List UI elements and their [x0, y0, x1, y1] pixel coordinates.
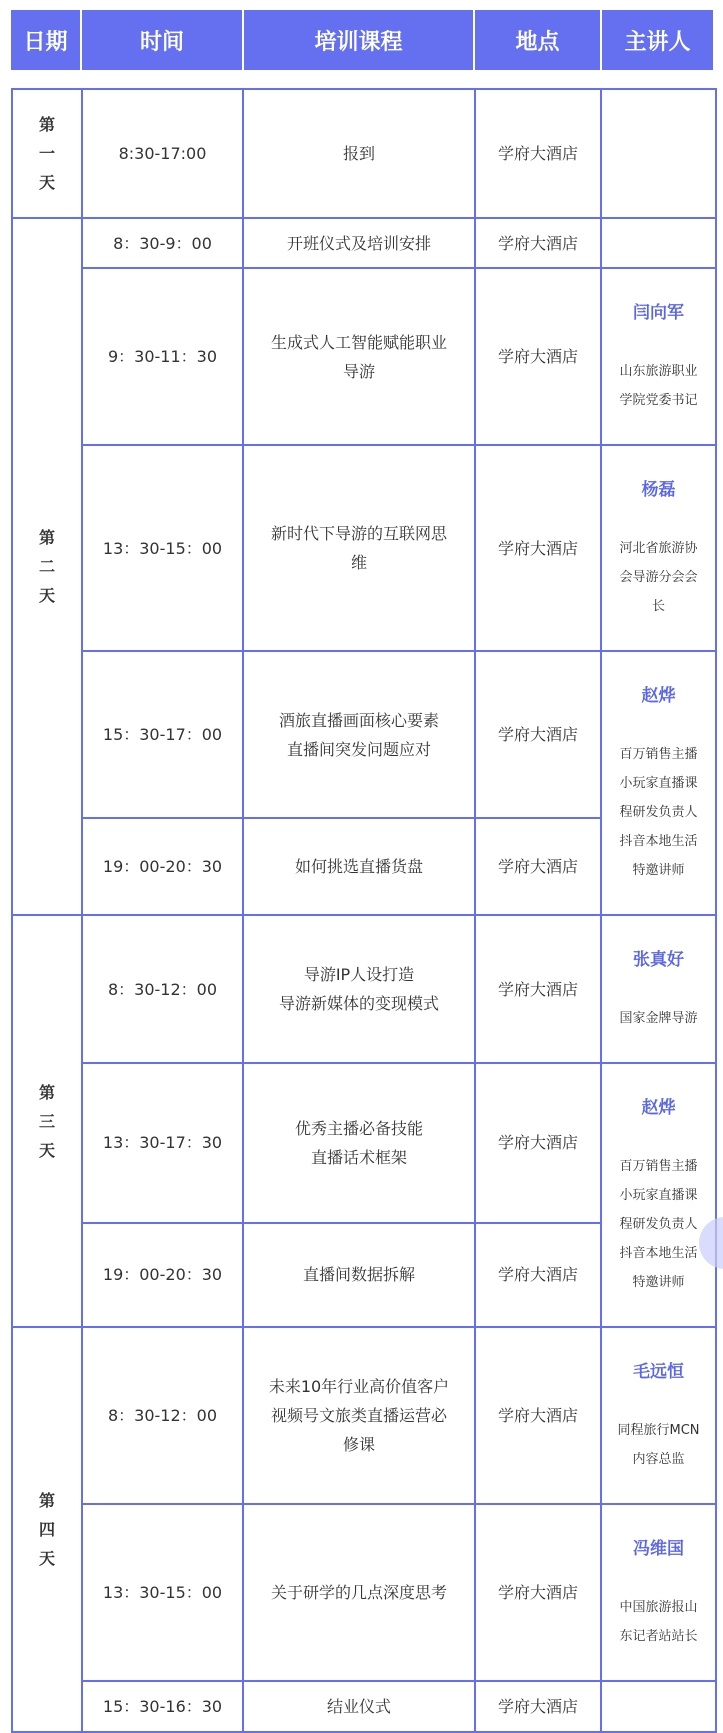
time-cell: 13：30-15：00 [82, 445, 243, 651]
header-time: 时间 [82, 10, 242, 70]
table-row [12, 89, 716, 218]
speaker-cell [601, 1063, 716, 1327]
time-cell: 19：00-20：30 [82, 1223, 243, 1327]
location-cell: 学府大酒店 [475, 1504, 601, 1681]
location-cell: 学府大酒店 [475, 651, 601, 818]
location-cell: 学府大酒店 [475, 89, 601, 218]
time-cell: 8：30-9：00 [82, 218, 243, 268]
table-row [12, 1681, 716, 1732]
speaker-title: 中国旅游报山 东记者站站长 [619, 1600, 698, 1644]
speaker-cell-empty [601, 218, 716, 268]
course-cell: 直播间数据拆解 [243, 1223, 475, 1327]
speaker-cell [601, 1327, 716, 1504]
speaker-name: 闫向军 [633, 303, 684, 323]
speaker-cell-empty [601, 1681, 716, 1732]
speaker-name: 冯维国 [633, 1539, 684, 1559]
table-row [12, 915, 716, 1063]
table-row [12, 445, 716, 651]
speaker-name: 赵烨 [641, 686, 676, 706]
speaker-title: 河北省旅游协 会导游分会会 长 [619, 541, 698, 614]
speaker-title: 百万销售主播 小玩家直播课 程研发负责人 抖音本地生活 特邀讲师 [619, 747, 698, 878]
time-cell: 8:30-17:00 [82, 89, 243, 218]
time-cell: 15：30-16：30 [82, 1681, 243, 1732]
table-row [12, 218, 716, 268]
schedule-table [11, 88, 717, 1733]
speaker-title: 国家金牌导游 [619, 1011, 698, 1026]
location-cell: 学府大酒店 [475, 1223, 601, 1327]
location-cell: 学府大酒店 [475, 268, 601, 445]
header-date: 日期 [11, 10, 80, 70]
speaker-name: 毛远恒 [633, 1362, 684, 1382]
time-cell: 8：30-12：00 [82, 915, 243, 1063]
speaker-name: 杨磊 [641, 480, 676, 500]
speaker-cell [601, 915, 716, 1063]
table-row [12, 1063, 716, 1223]
location-cell: 学府大酒店 [475, 1681, 601, 1732]
table-row [12, 268, 716, 445]
course-cell: 如何挑选直播货盘 [243, 818, 475, 915]
time-cell: 8：30-12：00 [82, 1327, 243, 1504]
day-label-4: 第 四 天 [12, 1327, 82, 1732]
speaker-cell [601, 268, 716, 445]
speaker-title: 同程旅行MCN 内容总监 [617, 1423, 700, 1467]
course-cell: 生成式人工智能赋能职业 导游 [243, 268, 475, 445]
speaker-cell [601, 1504, 716, 1681]
header-location: 地点 [475, 10, 600, 70]
day-label-3: 第 三 天 [12, 915, 82, 1327]
table-row [12, 651, 716, 818]
course-cell: 优秀主播必备技能 直播话术框架 [243, 1063, 475, 1223]
location-cell: 学府大酒店 [475, 218, 601, 268]
speaker-title: 山东旅游职业 学院党委书记 [619, 364, 698, 408]
course-cell: 导游IP人设打造 导游新媒体的变现模式 [243, 915, 475, 1063]
course-cell: 关于研学的几点深度思考 [243, 1504, 475, 1681]
time-cell: 9：30-11：30 [82, 268, 243, 445]
time-cell: 13：30-15：00 [82, 1504, 243, 1681]
table-row [12, 1327, 716, 1504]
speaker-name: 赵烨 [641, 1098, 676, 1118]
time-cell: 19：00-20：30 [82, 818, 243, 915]
course-cell: 未来10年行业高价值客户 视频号文旅类直播运营必 修课 [243, 1327, 475, 1504]
location-cell: 学府大酒店 [475, 445, 601, 651]
location-cell: 学府大酒店 [475, 915, 601, 1063]
course-cell: 酒旅直播画面核心要素 直播间突发问题应对 [243, 651, 475, 818]
speaker-title: 百万销售主播 小玩家直播课 程研发负责人 抖音本地生活 特邀讲师 [619, 1159, 698, 1290]
day-label-1: 第 一 天 [12, 89, 82, 218]
table-row [12, 1504, 716, 1681]
speaker-cell [601, 651, 716, 915]
time-cell: 15：30-17：00 [82, 651, 243, 818]
speaker-name: 张真好 [633, 950, 684, 970]
course-cell: 结业仪式 [243, 1681, 475, 1732]
course-cell: 新时代下导游的互联网思 维 [243, 445, 475, 651]
time-cell: 13：30-17：30 [82, 1063, 243, 1223]
header-speaker: 主讲人 [602, 10, 713, 70]
course-cell: 报到 [243, 89, 475, 218]
course-cell: 开班仪式及培训安排 [243, 218, 475, 268]
location-cell: 学府大酒店 [475, 818, 601, 915]
header-course: 培训课程 [244, 10, 473, 70]
day-label-2: 第 二 天 [12, 218, 82, 915]
location-cell: 学府大酒店 [475, 1063, 601, 1223]
location-cell: 学府大酒店 [475, 1327, 601, 1504]
speaker-cell-empty [601, 89, 716, 218]
speaker-cell [601, 445, 716, 651]
